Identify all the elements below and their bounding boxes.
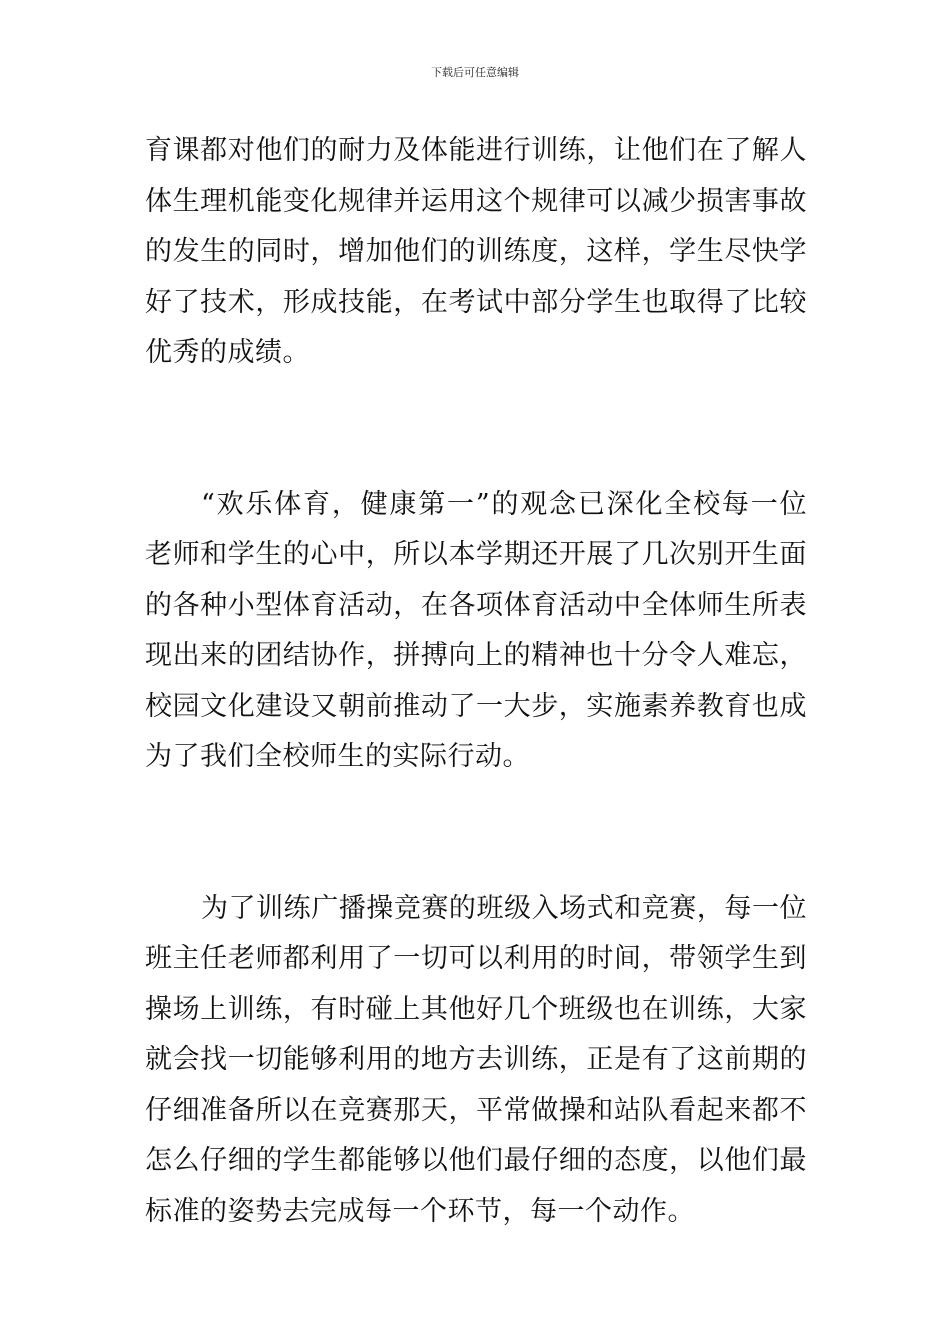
- paragraph-1: 育课都对他们的耐力及体能进行训练，让他们在了解人体生理机能变化规律并运用这个规律可以减少损害事故的发生的同时，增加他们的训练度，这样，学生尽快学好了技术，形成技能，在考试中部分学生也取得了比较优秀的成绩。: [145, 135, 807, 368]
- page-header: 下载后可任意编辑: [431, 66, 519, 79]
- paragraph-2: “欢乐体育，健康第一”的观念已深化全校每一位老师和学生的心中，所以本学期还开展了几次别开生面的各种小型体育活动，在各项体育活动中全体师生所表现出来的团结协作，拼搏向上的精神也十分令人难忘，校园文化建设又朝前推动了一大步，实施素养教育也成为了我们全校师生的实际行动。: [145, 488, 807, 772]
- document-body: [145, 126, 807, 1237]
- paragraph-3: 为了训练广播操竞赛的班级入场式和竞赛，每一位班主任老师都利用了一切可以利用的时间，带领学生到操场上训练，有时碰上其他好几个班级也在训练，大家就会找一切能够利用的地方去训练，正是有了这前期的仔细准备所以在竞赛那天，平常做操和站队看起来都不怎么仔细的学生都能够以他们最仔细的态度，以他们最标准的姿势去完成每一个环节，每一个动作。: [145, 892, 807, 1227]
